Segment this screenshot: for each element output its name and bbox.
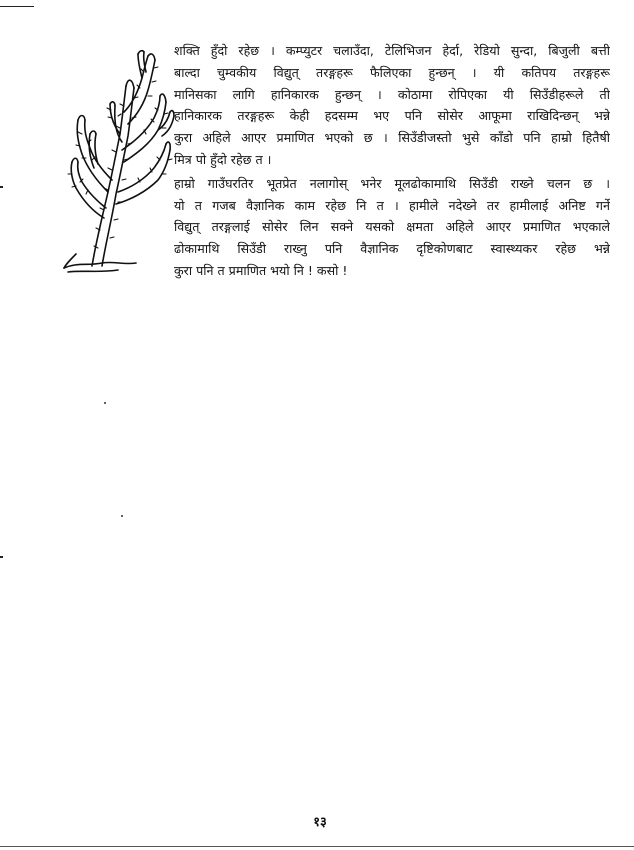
text-line: यो त गजब वैज्ञानिक काम रहेछ नि त । हामीले नदेख्ने तर हामीलाई अनिष्ट गर्ने [174,197,610,213]
text-line: कुरा पनि त प्रमाणित भयो नि ! कसो ! [174,262,348,278]
text-line: हानिकारक तरङ्गहरू केही हदसम्म भए पनि सोसेर आफूमा राखिदिन्छन् भन्ने [174,108,610,124]
scan-edge-mark [0,186,3,188]
text-line: ढोकामाथि सिउँडी राख्नु पनि वैज्ञानिक दृष्टिकोणबाट स्वास्थ्यकर रहेछ भन्ने [174,241,610,257]
page-number: १३ [313,815,327,830]
text-line: शक्ति हुँदो रहेछ । कम्प्युटर चलाउँदा, टेलिभिजन हेर्दा, रेडियो सुन्दा, बिजुली बत्ती [174,43,610,58]
text-line: बाल्दा चुम्वकीय विद्युत् तरङ्गहरू फैलिएका हुन्छन् । यी कतिपय तरङ्गहरू [174,64,610,80]
scan-edge-line-top [0,6,34,7]
cactus-euphorbia-line-drawing-icon [58,42,178,277]
text-line: कुरा अहिले आएर प्रमाणित भएको छ । सिउँडीजस्तो भुसे काँडो पनि हाम्रो हितैषी [174,130,610,146]
scan-edge-line-bottom [0,846,634,847]
scan-speck [121,515,123,517]
text-line: मित्र पो हुँदो रहेछ त । [174,151,272,167]
main-text [174,40,610,284]
paragraph-2 [174,173,610,282]
text-line: मानिसका लागि हानिकारक हुन्छन् । कोठामा रोपिएका यी सिउँडीहरूले ती [174,86,610,102]
paragraph-1 [174,40,610,171]
text-line: हाम्रो गाउँघरतिर भूतप्रेत नलागोस् भनेर मूलढोकामाथि सिउँडी राख्ने चलन छ । [174,175,610,191]
scan-speck [104,402,106,404]
scan-edge-mark [0,556,3,558]
text-line: विद्युत् तरङ्गलाई सोसेर लिन सक्ने यसको क्षमता अहिले आएर प्रमाणित भएकाले [174,219,610,235]
